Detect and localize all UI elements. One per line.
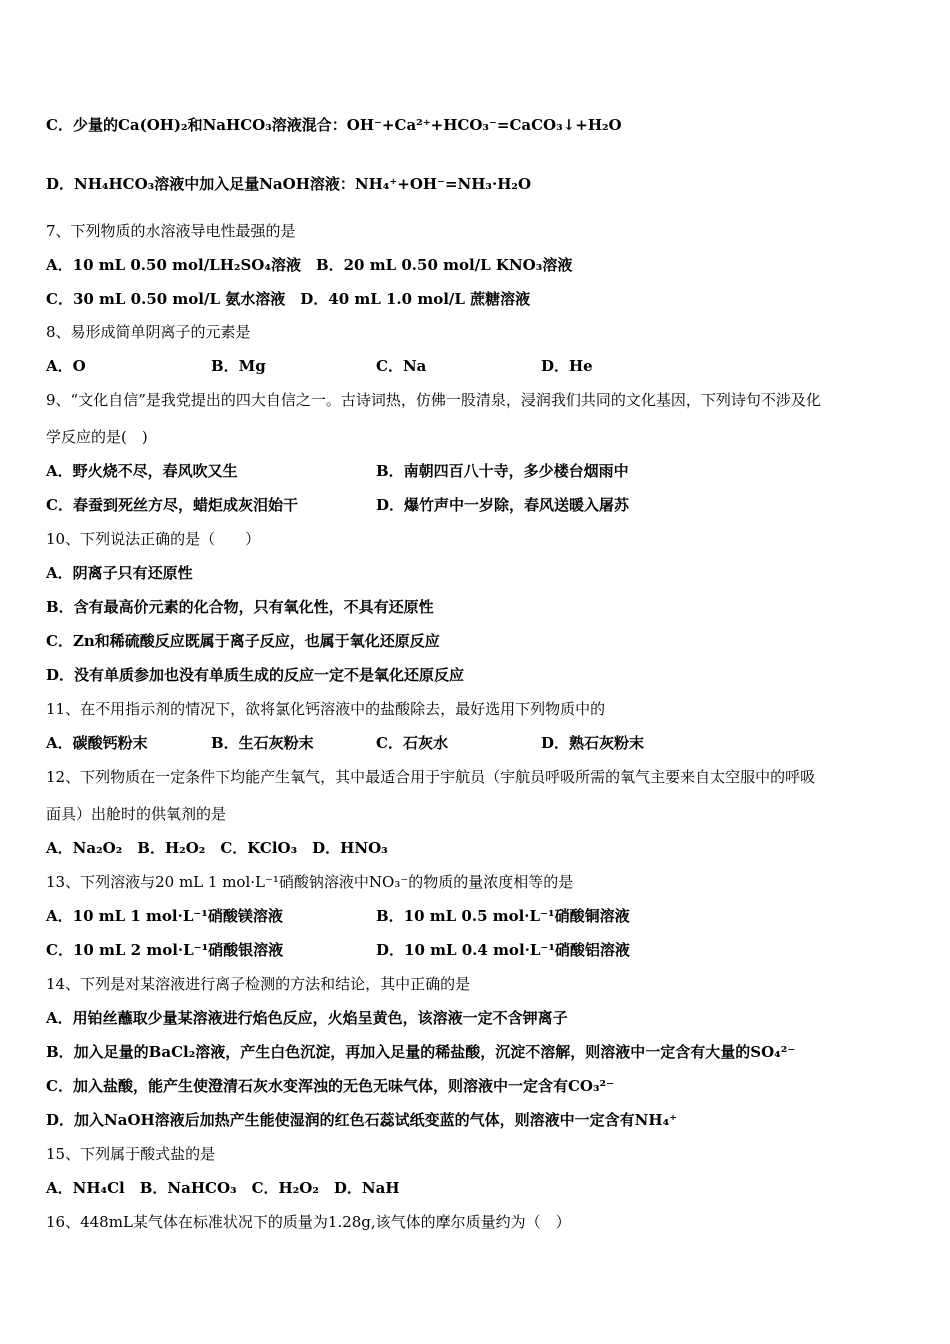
question-8-option-a: A．O	[46, 357, 86, 375]
question-16: 16、448mL某气体在标准状况下的质量为1.28g,该气体的摩尔质量约为（ ）	[46, 1213, 571, 1231]
question-7: 7、下列物质的水溶液导电性最强的是	[46, 222, 296, 240]
question-12-line-1: 12、下列物质在一定条件下均能产生氧气，其中最适合用于宇航员（宇航员呼吸所需的氧气主要来自太空服中的呼吸	[46, 768, 816, 786]
question-10-option-b: B．含有最高价元素的化合物，只有氧化性，不具有还原性	[46, 598, 434, 616]
question-11-option-b: B．生石灰粉末	[211, 734, 314, 752]
option-6c: C．少量的Ca(OH)₂和NaHCO₃溶液混合：OH⁻+Ca²⁺+HCO₃⁻=CaCO₃↓+H₂O	[46, 116, 622, 134]
question-9-option-c: C．春蚕到死丝方尽，蜡炬成灰泪始干	[46, 496, 298, 514]
question-14-option-b: B．加入足量的BaCl₂溶液，产生白色沉淀，再加入足量的稀盐酸，沉淀不溶解，则溶液中一定含有大量的SO₄²⁻	[46, 1043, 796, 1061]
question-15-options: A．NH₄Cl B．NaHCO₃ C．H₂O₂ D．NaH	[46, 1179, 400, 1197]
question-9-option-d: D．爆竹声中一岁除，春风送暖入屠苏	[376, 496, 630, 514]
question-11-option-c: C．石灰水	[376, 734, 448, 752]
question-10-option-a: A．阴离子只有还原性	[46, 564, 193, 582]
question-13-option-a: A．10 mL 1 mol·L⁻¹硝酸镁溶液	[46, 907, 283, 925]
question-8-option-c: C．Na	[376, 357, 427, 375]
question-9-line-1: 9、“文化自信”是我党提出的四大自信之一。古诗词热，仿佛一股清泉，浸润我们共同的文化基因，下列诗句不涉及化	[46, 391, 821, 409]
option-6d: D．NH₄HCO₃溶液中加入足量NaOH溶液：NH₄⁺+OH⁻=NH₃·H₂O	[46, 175, 532, 193]
question-14-option-a: A．用铂丝蘸取少量某溶液进行焰色反应，火焰呈黄色，该溶液一定不含钾离子	[46, 1009, 568, 1027]
question-8-option-d: D．He	[541, 357, 593, 375]
question-10-option-c: C．Zn和稀硫酸反应既属于离子反应，也属于氧化还原反应	[46, 632, 440, 650]
question-11-option-d: D．熟石灰粉末	[541, 734, 645, 752]
question-9-option-b: B．南朝四百八十寺，多少楼台烟雨中	[376, 462, 629, 480]
question-10-option-d: D．没有单质参加也没有单质生成的反应一定不是氧化还原反应	[46, 666, 465, 684]
question-9-line-2: 学反应的是( )	[46, 428, 148, 446]
question-14-option-d: D．加入NaOH溶液后加热产生能使湿润的红色石蕊试纸变蓝的气体，则溶液中一定含有NH₄⁺	[46, 1111, 678, 1129]
question-14: 14、下列是对某溶液进行离子检测的方法和结论，其中正确的是	[46, 975, 471, 993]
question-15: 15、下列属于酸式盐的是	[46, 1145, 216, 1163]
question-12-options: A．Na₂O₂ B．H₂O₂ C．KClO₃ D．HNO₃	[46, 839, 388, 857]
question-10: 10、下列说法正确的是（ ）	[46, 530, 261, 548]
question-14-option-c: C．加入盐酸，能产生使澄清石灰水变浑浊的无色无味气体，则溶液中一定含有CO₃²⁻	[46, 1077, 615, 1095]
question-13-option-c: C．10 mL 2 mol·L⁻¹硝酸银溶液	[46, 941, 284, 959]
question-7-options-cd: C．30 mL 0.50 mol/L 氨水溶液 D．40 mL 1.0 mol/L 蔗糖溶液	[46, 290, 531, 308]
question-9-option-a: A．野火烧不尽，春风吹又生	[46, 462, 238, 480]
question-8: 8、易形成简单阴离子的元素是	[46, 323, 251, 341]
question-13: 13、下列溶液与20 mL 1 mol·L⁻¹硝酸钠溶液中NO₃⁻的物质的量浓度相等的是	[46, 873, 574, 891]
question-12-line-2: 面具）出舱时的供氧剂的是	[46, 805, 227, 823]
question-8-option-b: B．Mg	[211, 357, 266, 375]
question-7-options-ab: A．10 mL 0.50 mol/LH₂SO₄溶液 B．20 mL 0.50 mol/L KNO₃溶液	[46, 256, 573, 274]
question-11: 11、在不用指示剂的情况下，欲将氯化钙溶液中的盐酸除去，最好选用下列物质中的	[46, 700, 606, 718]
question-13-option-b: B．10 mL 0.5 mol·L⁻¹硝酸铜溶液	[376, 907, 630, 925]
question-13-option-d: D．10 mL 0.4 mol·L⁻¹硝酸铝溶液	[376, 941, 630, 959]
question-11-option-a: A．碳酸钙粉末	[46, 734, 148, 752]
